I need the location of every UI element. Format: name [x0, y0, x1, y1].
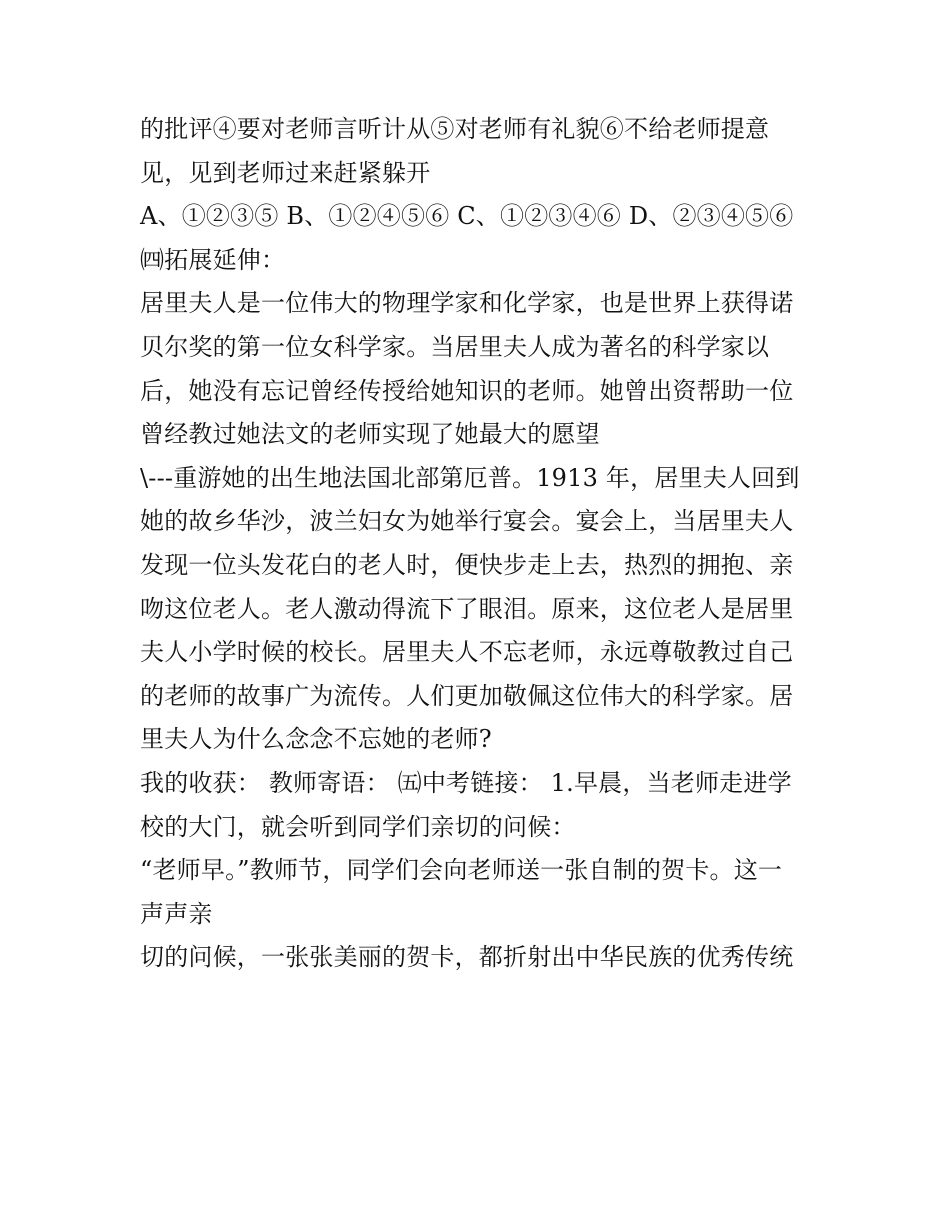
text-line: 的批评④要对老师言听计从⑤对老师有礼貌⑥不给老师提意 [140, 115, 770, 143]
text-line: 见，见到老师过来赶紧躲开 [140, 158, 431, 187]
text-line: 里夫人为什么念念不忘她的老师? [140, 725, 492, 754]
text-line: 曾经教过她法文的老师实现了她最大的愿望 [140, 420, 600, 449]
section-heading: ㈣拓展延伸： [140, 245, 286, 274]
text-line: 夫人小学时候的校长。居里夫人不忘老师，永远尊敬教过自己 [140, 638, 794, 667]
answer-options-line: A、①②③⑤ B、①②④⑤⑥ C、①②③④⑥ D、②③④⑤⑥ [140, 202, 794, 231]
text-line: 切的问候，一张张美丽的贺卡，都折射出中华民族的优秀传统 [140, 943, 794, 972]
text-line: 后，她没有忘记曾经传授给她知识的老师。她曾出资帮助一位 [140, 376, 794, 405]
text-line: 我的收获： 教师寄语： ㈤中考链接： 1.早晨，当老师走进学 [140, 768, 792, 797]
text-line: 的老师的故事广为流传。人们更加敬佩这位伟大的科学家。居 [140, 681, 794, 710]
text-line: 声声亲 [140, 899, 213, 928]
text-line: 校的大门，就会听到同学们亲切的问候： [140, 812, 576, 841]
text-line: 吻这位老人。老人激动得流下了眼泪。原来，这位老人是居里 [140, 594, 794, 623]
text-line: \---重游她的出生地法国北部第厄普。1913 年，居里夫人回到 [140, 463, 800, 492]
text-line: 发现一位头发花白的老人时，便快步走上去，热烈的拥抱、亲 [140, 550, 794, 579]
text-line: 贝尔奖的第一位女科学家。当居里夫人成为著名的科学家以 [140, 332, 770, 361]
text-line: 居里夫人是一位伟大的物理学家和化学家，也是世界上获得诺 [140, 289, 794, 318]
text-line: “老师早。”教师节，同学们会向老师送一张自制的贺卡。这一 [140, 856, 783, 885]
document-body [140, 108, 820, 980]
text-line: 她的故乡华沙，波兰妇女为她举行宴会。宴会上，当居里夫人 [140, 507, 794, 536]
